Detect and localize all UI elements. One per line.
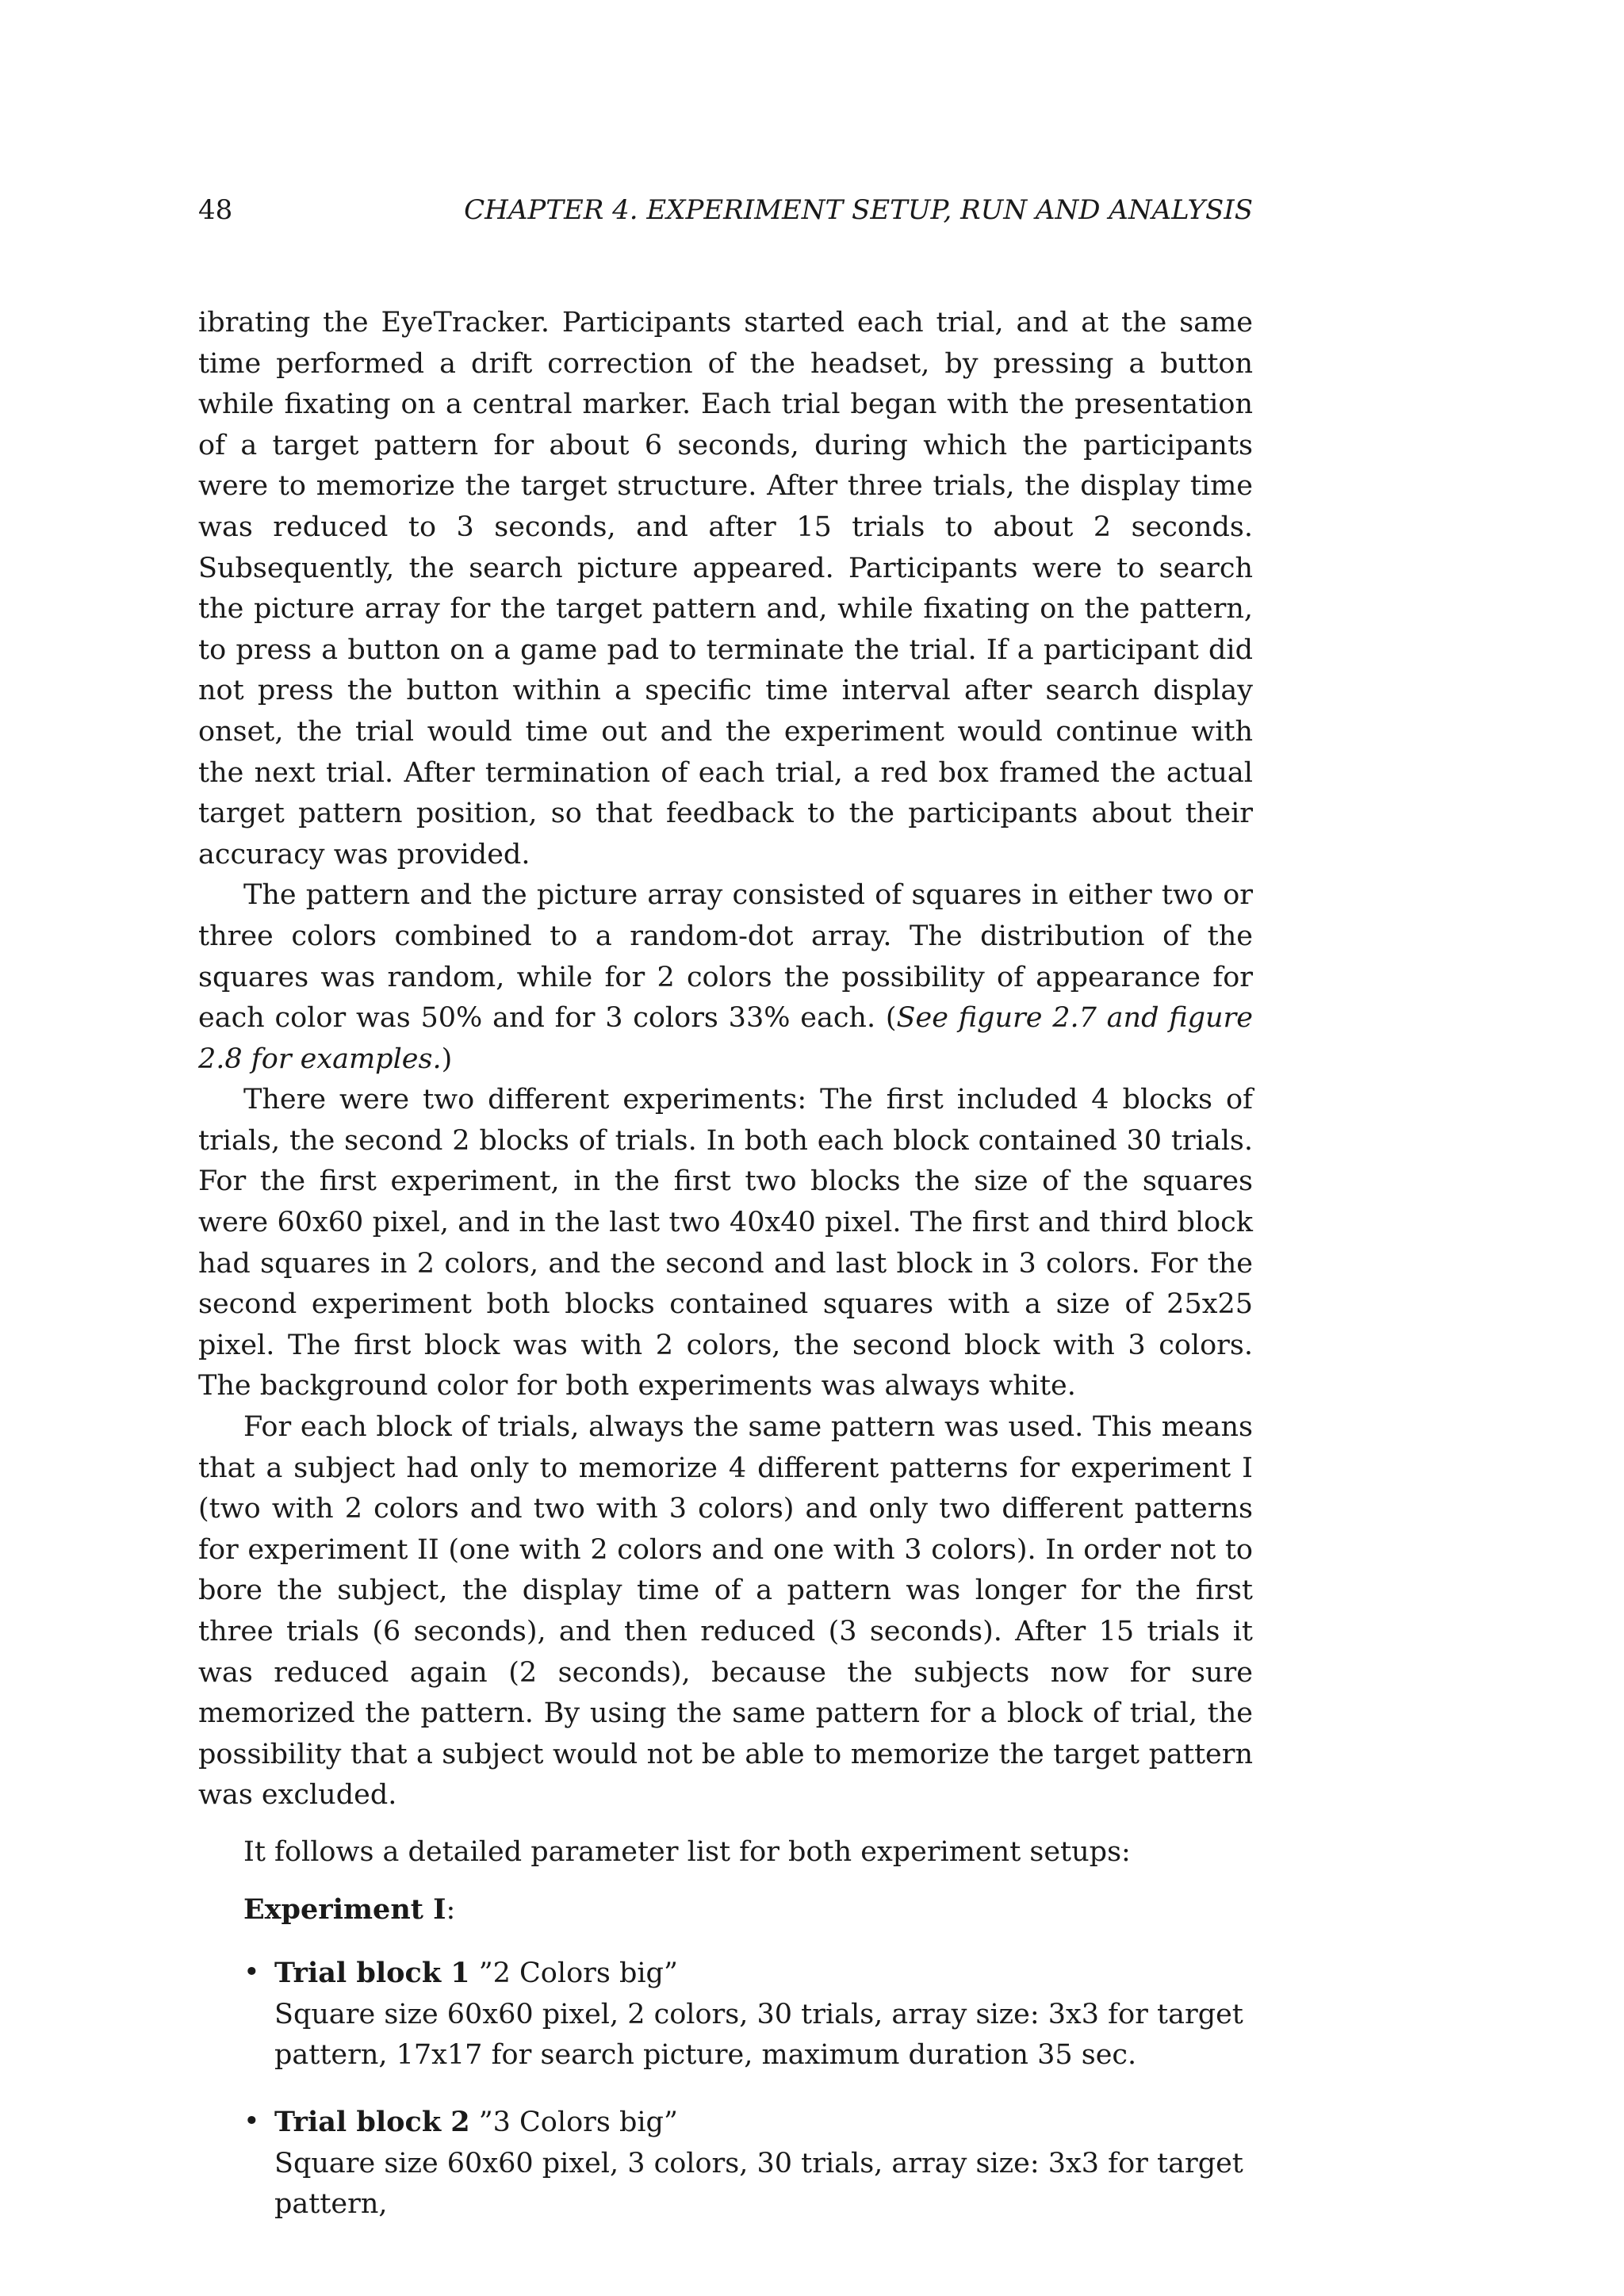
paragraph-4: For each block of trials, always the same pattern was used. This means that a subject had only to memorize 4 different patterns for experiment I (two with 2 colors and two with 3 colors) and only two different patterns for experiment II (one with 2 colors and one with 3 colors). In order not to bore the subject, the display time of a pattern was longer for the first three trials (6 seconds), and then reduced (3 seconds). After 15 trials it was reduced again (2 seconds), because the subjects now for sure memorized the pattern. By using the same pattern for a block of trial, the possibility that a subject would not be able to memorize the target pattern was excluded. [198,1411,1253,1812]
bullet-icon: • [243,2105,260,2137]
bullet-icon: • [243,1957,260,1989]
experiment-heading [243,1889,1253,1931]
paragraph-5: It follows a detailed parameter list for both experiment setups: [243,1835,1131,1868]
list-item [198,1953,1253,2076]
figure-reference: See figure 2.7 and figure 2.8 for examples. [198,1002,1253,1075]
experiment-heading-suffix: : [446,1893,456,1926]
trial-label: Trial block 2 [274,2105,470,2138]
page-number: 48 [198,194,233,226]
page-header [198,190,1253,230]
experiment-heading-label: Experiment I [243,1892,446,1926]
trial-title [274,1953,1253,1995]
trial-label: Trial block 1 [274,1957,470,1990]
trial-list [198,1953,1253,2225]
paragraph-3: There were two different experiments: The first included 4 blocks of trials, the second 2 blocks of trials. In both each block contained 30 trials. For the first experiment, in the first two blocks the size of the squares were 60x60 pixel, and in the last two 40x40 pixel. The first and third block had squares in 2 colors, and the second and last block in 3 colors. For the second experiment both blocks contained squares with a size of 25x25 pixel. The first block was with 2 colors, the second block with 3 colors. The background color for both experiments was always white. [198,1084,1253,1402]
trial-description: Square size 60x60 pixel, 3 colors, 30 trials, array size: 3x3 for target pattern, [274,2147,1243,2221]
trial-name: ”3 Colors big” [469,2106,678,2138]
list-item [198,2102,1253,2225]
paragraph-2-end: ) [441,1043,453,1075]
paragraph-1: ibrating the EyeTracker. Participants started each trial, and at the same time performed a drift correction of the headset, by pressing a button while fixating on a central marker. Each trial began with the presentation of a target pattern for about 6 seconds, during which the participants were to memorize the target structure. After three trials, the display time was reduced to 3 seconds, and after 15 trials to about 2 seconds. Subsequently, the search picture appeared. Participants were to search the picture array for the target pattern and, while fixating on the pattern, to press a button on a game pad to terminate the trial. If a participant did not press the button within a specific time interval after search display onset, the trial would time out and the experiment would continue with the next trial. After termination of each trial, a red box framed the actual target pattern position, so that feedback to the participants about their accuracy was provided. [198,307,1253,871]
running-head: CHAPTER 4. EXPERIMENT SETUP, RUN AND ANALYSIS [464,194,1253,226]
trial-description: Square size 60x60 pixel, 2 colors, 30 trials, array size: 3x3 for target pattern, 17x17 for search picture, maximum duration 35 sec. [274,1998,1243,2072]
paragraph-2 [198,875,1253,1080]
body-text [198,303,1253,2251]
paragraph-2-main: The pattern and the picture array consisted of squares in either two or three colors combined to a random-dot array. The distribution of the squares was random, while for 2 colors the possibility of appearance for each color was 50% and for 3 colors 33% each. ( [198,879,1253,1035]
trial-title [274,2102,1253,2144]
trial-name: ”2 Colors big” [469,1957,678,1990]
